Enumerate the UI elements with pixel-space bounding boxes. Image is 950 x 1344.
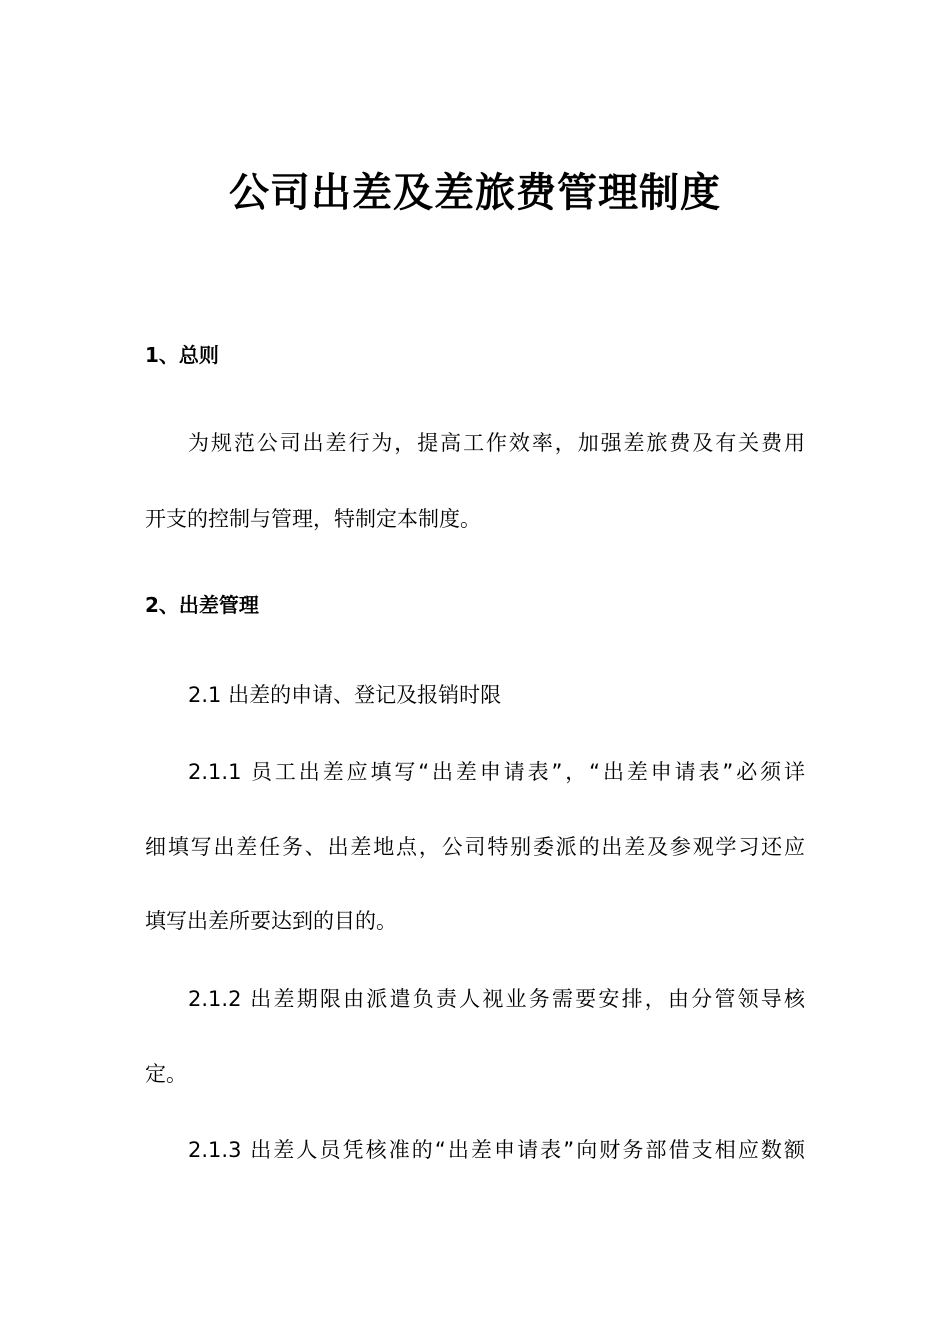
section-1-paragraph-line-1: 为规范公司出差行为，提高工作效率，加强差旅费及有关费用 [188,431,805,455]
section-1-paragraph-line-2: 开支的控制与管理，特制定本制度。 [145,507,481,531]
document-title: 公司出差及差旅费管理制度 [229,170,721,216]
item-2-1-2-line-2: 定。 [145,1062,187,1086]
subsection-2-1-heading: 2.1 出差的申请、登记及报销时限 [188,683,502,707]
section-1-heading: 1、总则 [145,343,219,367]
item-2-1-1-line-2: 细填写出差任务、出差地点，公司特别委派的出差及参观学习还应 [145,835,805,859]
item-2-1-3-line-1: 2.1.3 出差人员凭核准的“出差申请表”向财务部借支相应数额 [188,1138,805,1162]
item-2-1-2-line-1: 2.1.2 出差期限由派遣负责人视业务需要安排，由分管领导核 [188,987,805,1011]
item-2-1-1-line-3: 填写出差所要达到的目的。 [145,909,397,933]
section-2-heading: 2、出差管理 [145,593,259,617]
item-2-1-1-line-1: 2.1.1 员工出差应填写“出差申请表”，“出差申请表”必须详 [188,760,805,784]
